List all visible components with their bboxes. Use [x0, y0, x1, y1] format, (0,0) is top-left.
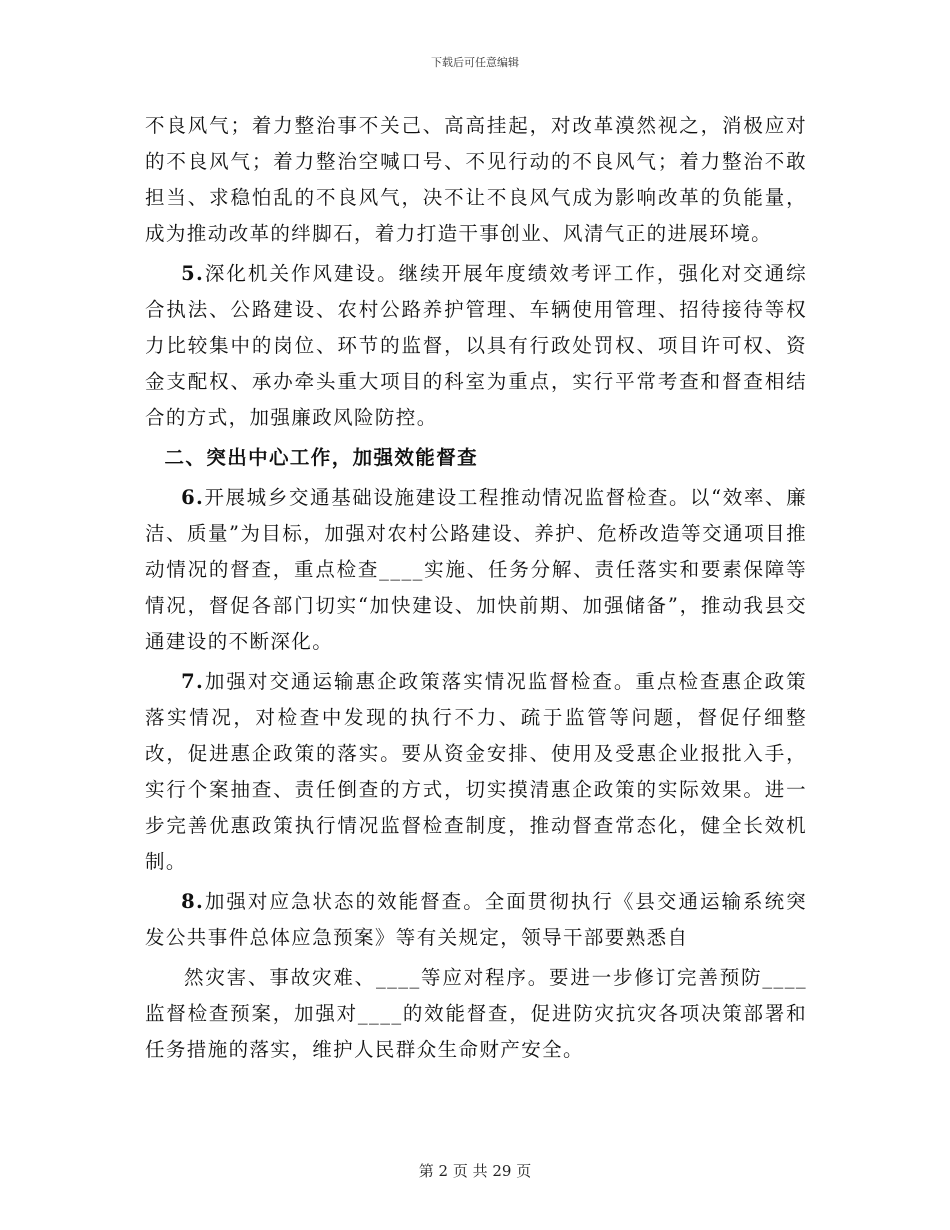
paragraph-text: 深化机关作风建设。继续开展年度绩效考评工作，强化对交通综合执法、公路建设、农村公路养护管理、车辆使用管理、招待接待等权力比较集中的岗位、环节的监督，以具有行政处罚权、项目许可权、资金支配权、承办牵头重大项目的科室为重点，实行平常考查和督查相结合的方式，加强廉政风险防控。	[145, 262, 807, 429]
paragraph-text: 加强对交通运输惠企政策落实情况监督检查。重点检查惠企政策落实情况，对检查中发现的执行不力、疏于监管等问题，督促仔细整改，促进惠企政策的落实。要从资金安排、使用及受惠企业报批入手，实行个案抽查、责任倒查的方式，切实摸清惠企政策的实际效果。进一步完善优惠政策执行情况监督检查制度，推动督查常态化，健全长效机制。	[145, 670, 807, 873]
paragraph-text: 开展城乡交通基础设施建设工程推动情况监督检查。以“效率、廉洁、质量”为目标，加强对农村公路建设、养护、危桥改造等交通项目推动情况的督查，重点检查____实施、任务分解、责任落实和要素保障等情况，督促各部门切实“加快建设、加快前期、加强储备”，推动我县交通建设的不断深化。	[145, 486, 807, 653]
document-body	[145, 108, 807, 1072]
item-number: 7.	[181, 670, 205, 693]
paragraph-continued-2	[145, 960, 807, 1068]
paragraph-text: 加强对应急状态的效能督查。全面贯彻执行《县交通运输系统突发公共事件总体应急预案》等有关规定，领导干部要熟悉自	[145, 890, 807, 949]
item-number: 5.	[181, 262, 205, 285]
heading-text: 二、突出中心工作，加强效能督查	[164, 446, 479, 469]
item-number: 6.	[181, 486, 205, 509]
paragraph-continued	[145, 108, 807, 252]
section-heading	[145, 440, 807, 476]
paragraph-item-6	[145, 480, 807, 660]
paragraph-text: 不良风气；着力整治事不关己、高高挂起，对改革漠然视之，消极应对的不良风气；着力整治空喊口号、不见行动的不良风气；着力整治不敢担当、求稳怕乱的不良风气，决不让不良风气成为影响改革的负能量，成为推动改革的绊脚石，着力打造干事创业、风清气正的进展环境。	[145, 114, 807, 245]
paragraph-item-5	[145, 256, 807, 436]
item-number: 8.	[181, 890, 205, 913]
page-footer: 第 2 页 共 29 页	[418, 1162, 532, 1180]
paragraph-item-8	[145, 884, 807, 956]
paragraph-text: 然灾害、事故灾难、____等应对程序。要进一步修订完善预防____监督检查预案，加强对____的效能督查，促进防灾抗灾各项决策部署和任务措施的落实，维护人民群众生命财产安全。	[145, 966, 807, 1061]
page-header: 下载后可任意编辑	[431, 56, 519, 69]
paragraph-item-7	[145, 664, 807, 880]
